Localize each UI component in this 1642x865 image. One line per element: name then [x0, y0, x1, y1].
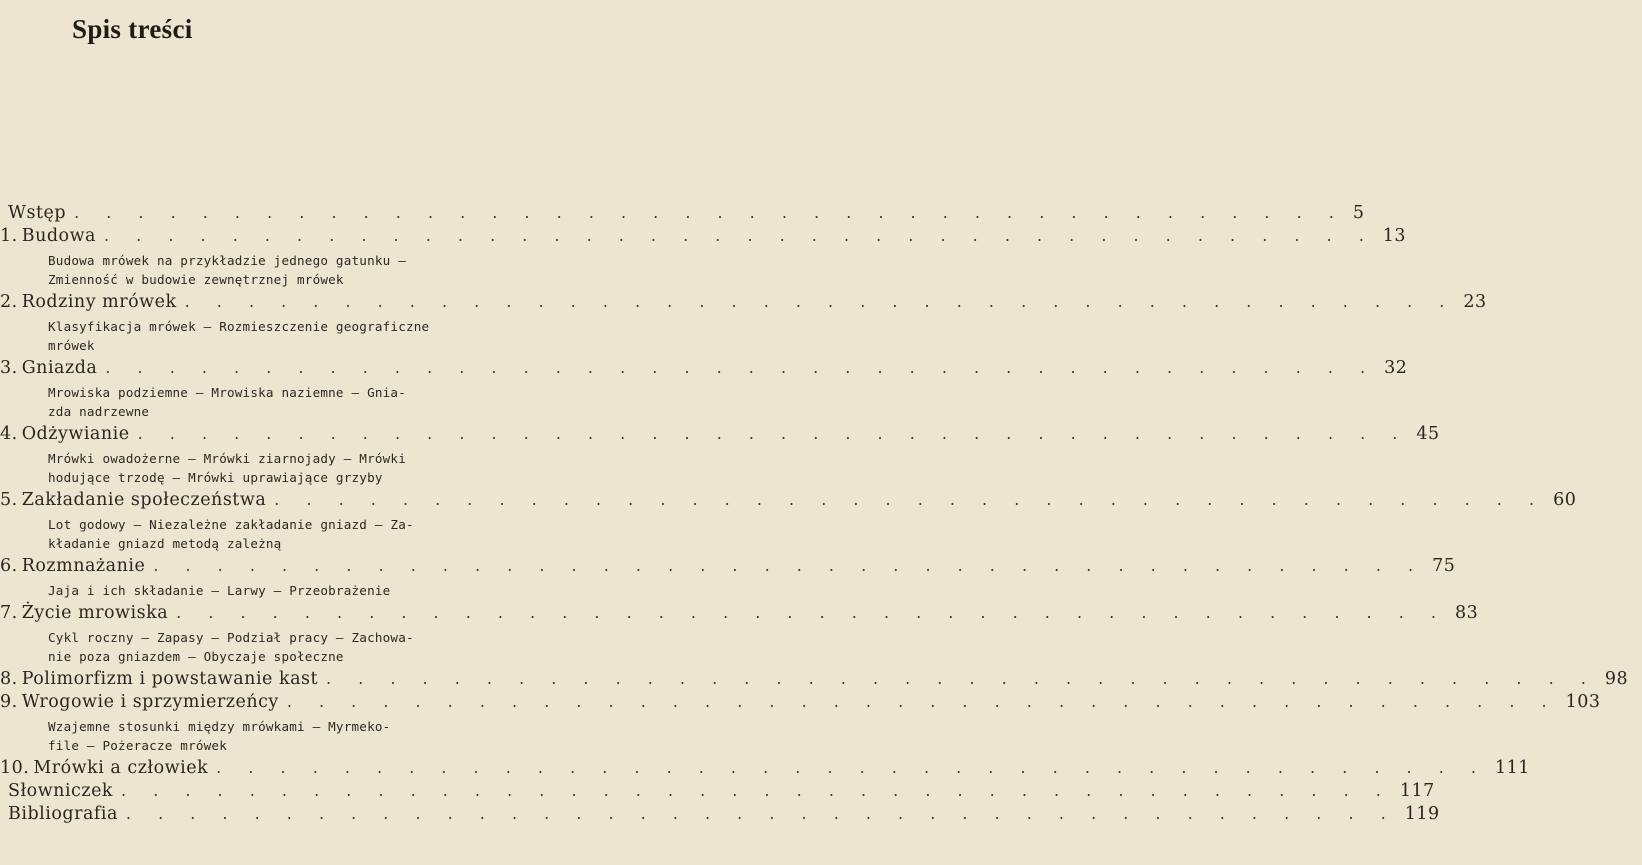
subtopic-line: Budowa mrówek na przykładzie jednego gatunku —	[48, 253, 406, 268]
dot-leader: . . . . . . . . . . . . . . . . . . . . . . . . . . . . . . . . . . . . . . . .	[274, 490, 1546, 509]
chapter-title: Życie mrowiska	[21, 603, 169, 623]
chapter-subtopics	[0, 515, 620, 553]
toc-entry	[0, 490, 1577, 513]
subtopic-line: Klasyfikacja mrówek — Rozmieszczenie geograficzne	[48, 319, 430, 334]
page-number: 75	[1432, 556, 1456, 576]
chapter-title: Zakładanie społeczeństwa	[21, 490, 267, 510]
page-number: 117	[1399, 781, 1435, 801]
toc-entry	[0, 603, 1479, 626]
dot-leader: . . . . . . . . . . . . . . . . . . . . . . . . . . . . . . . . . . . . . . . .	[125, 804, 1397, 823]
subtopic-line: Cykl roczny — Zapasy — Podział pracy — Zachowa-	[48, 630, 414, 645]
toc-entry	[0, 758, 1530, 781]
page-number: 119	[1404, 804, 1440, 824]
chapter-number: 8.	[0, 669, 18, 689]
page-number: 45	[1416, 424, 1440, 444]
chapter-subtopics	[0, 628, 620, 666]
toc-entry	[0, 424, 1440, 447]
page-number: 103	[1565, 692, 1601, 712]
page-number: 60	[1553, 490, 1577, 510]
subtopic-line: Jaja i ich składanie — Larwy — Przeobrażenie	[48, 583, 391, 598]
subtopic-line: file — Pożeracze mrówek	[48, 738, 227, 753]
page-title: Spis treści	[72, 14, 193, 44]
table-of-contents	[0, 203, 1629, 827]
subtopic-line: zda nadrzewne	[48, 404, 150, 419]
chapter-number: 7.	[0, 603, 18, 623]
toc-entry	[0, 781, 1435, 804]
chapter-subtopics	[0, 317, 620, 355]
dot-leader: . . . . . . . . . . . . . . . . . . . . . . . . . . . . . . . . . . . . . . . .	[121, 781, 1392, 800]
dot-leader: . . . . . . . . . . . . . . . . . . . . . . . . . . . . . . . . . . . . . . . .	[137, 424, 1409, 443]
chapter-subtopics	[0, 581, 620, 600]
chapter-number: 5.	[0, 490, 18, 510]
chapter-number: 6.	[0, 556, 18, 576]
chapter-number: 10.	[0, 758, 30, 778]
chapter-title: Wrogowie i sprzymierzeńcy	[21, 692, 279, 712]
chapter-subtopics	[0, 449, 620, 487]
page-number: 23	[1463, 292, 1487, 312]
subtopic-line: Zmienność w budowie zewnętrznej mrówek	[48, 272, 344, 287]
toc-entry	[0, 556, 1456, 579]
toc-entry	[0, 358, 1408, 381]
chapter-subtopics	[0, 717, 620, 755]
chapter-title: Odżywianie	[21, 424, 130, 444]
page-number: 111	[1494, 758, 1530, 778]
chapter-title: Rozmnażanie	[21, 556, 146, 576]
subtopic-line: hodujące trzodę — Mrówki uprawiające grzyby	[48, 470, 383, 485]
dot-leader: . . . . . . . . . . . . . . . . . . . . . . . . . . . . . . . . . . . . . . . .	[176, 603, 1447, 622]
chapter-subtopics	[0, 383, 620, 421]
subtopic-line: Mrowiska podziemne — Mrowiska naziemne — Gnia-	[48, 385, 406, 400]
subtopic-line: Wzajemne stosunki między mrówkami — Myrmeko-	[48, 719, 391, 734]
chapter-title: Bibliografia	[8, 804, 118, 824]
subtopic-line: nie poza gniazdem — Obyczaje społeczne	[48, 649, 344, 664]
chapter-subtopics	[0, 251, 620, 289]
toc-entry	[0, 692, 1601, 715]
dot-leader: . . . . . . . . . . . . . . . . . . . . . . . . . . . . . . . . . . . . . . . .	[153, 556, 1425, 575]
chapter-title: Słowniczek	[8, 781, 114, 801]
chapter-title: Budowa	[21, 226, 96, 246]
chapter-title: Mrówki a człowiek	[33, 758, 209, 778]
dot-leader: . . . . . . . . . . . . . . . . . . . . . . . . . . . . . . . . . . . . . . . .	[286, 692, 1558, 711]
dot-leader: . . . . . . . . . . . . . . . . . . . . . . . . . . . . . . . . . . . . . . . .	[104, 226, 1375, 245]
subtopic-line: Lot godowy — Niezależne zakładanie gniazd — Za-	[48, 517, 414, 532]
chapter-number: 1.	[0, 226, 18, 246]
toc-entry	[0, 203, 1365, 226]
toc-entry	[0, 292, 1487, 315]
page-number: 32	[1384, 358, 1408, 378]
toc-entry	[0, 669, 1629, 692]
toc-entry	[0, 226, 1407, 249]
chapter-title: Polimorfizm i powstawanie kast	[21, 669, 319, 689]
subtopic-line: Mrówki owadożerne — Mrówki ziarnojady — Mrówki	[48, 451, 406, 466]
page-number: 83	[1454, 603, 1479, 623]
chapter-title: Rodziny mrówek	[21, 292, 177, 312]
chapter-title: Wstęp	[8, 203, 67, 223]
chapter-number: 2.	[0, 292, 18, 312]
subtopic-line: mrówek	[48, 338, 95, 353]
dot-leader: . . . . . . . . . . . . . . . . . . . . . . . . . . . . . . . . . . . . . . . .	[216, 758, 1487, 777]
dot-leader: . . . . . . . . . . . . . . . . . . . . . . . . . . . . . . . . . . . . . . . .	[74, 203, 1345, 222]
page-number: 98	[1604, 669, 1629, 689]
dot-leader: . . . . . . . . . . . . . . . . . . . . . . . . . . . . . . . . . . . . . . . .	[105, 358, 1377, 377]
chapter-number: 9.	[0, 692, 18, 712]
chapter-title: Gniazda	[21, 358, 98, 378]
subtopic-line: kładanie gniazd metodą zależną	[48, 536, 282, 551]
chapter-number: 4.	[0, 424, 18, 444]
chapter-number: 3.	[0, 358, 18, 378]
page-number: 13	[1382, 226, 1407, 246]
dot-leader: . . . . . . . . . . . . . . . . . . . . . . . . . . . . . . . . . . . . . . . .	[184, 292, 1456, 311]
dot-leader: . . . . . . . . . . . . . . . . . . . . . . . . . . . . . . . . . . . . . . . .	[326, 669, 1597, 688]
page-number: 5	[1352, 203, 1365, 223]
toc-entry	[0, 804, 1440, 827]
